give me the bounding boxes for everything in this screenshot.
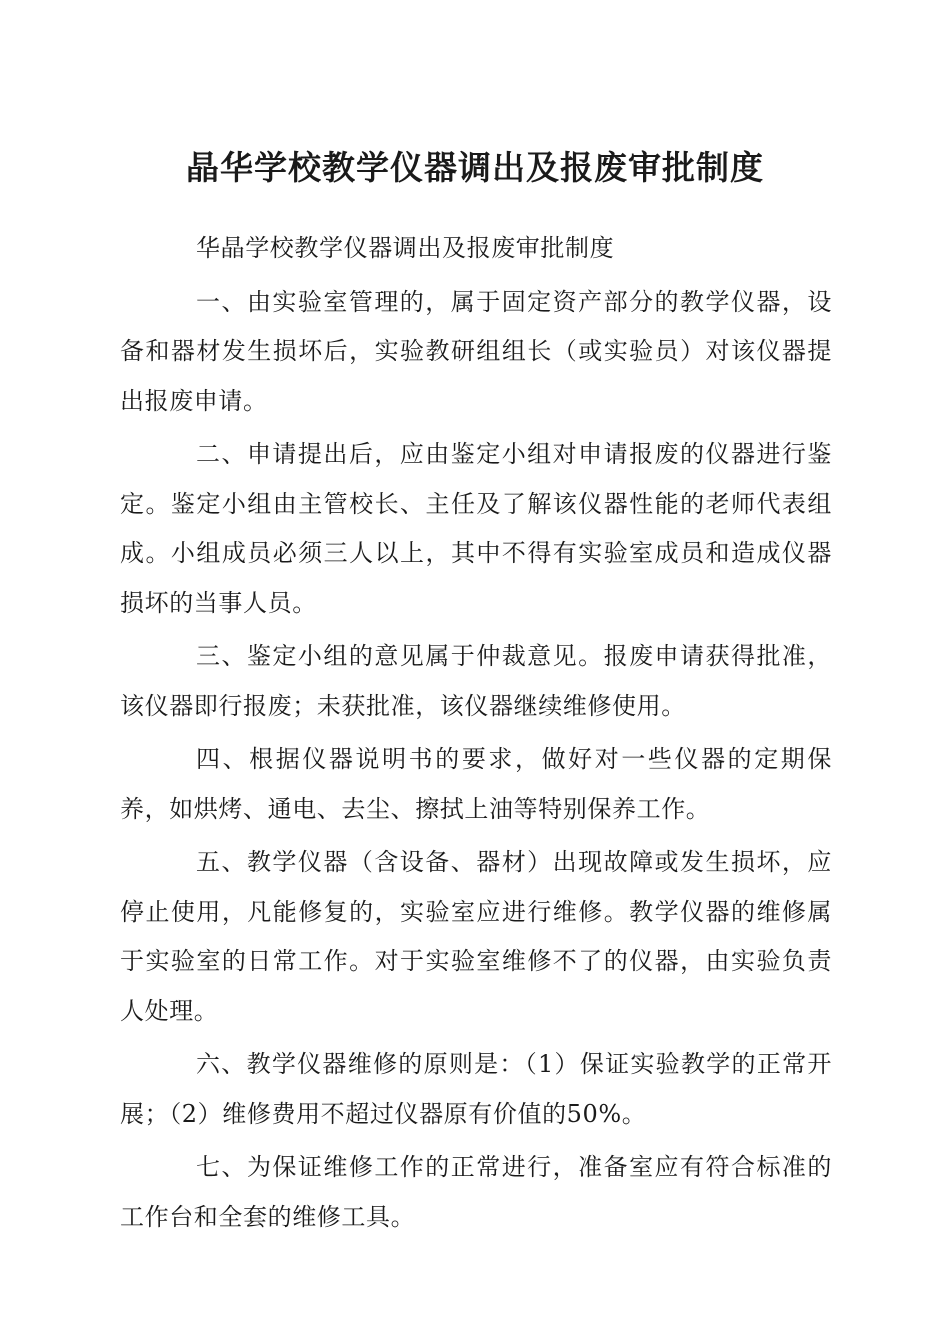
rule-paragraph-2: 二、申请提出后，应由鉴定小组对申请报废的仪器进行鉴定。鉴定小组由主管校长、主任及了解该仪器性能的老师代表组成。小组成员必须三人以上，其中不得有实验室成员和造成仪器损坏的当事人员。 [120,440,832,617]
rule-paragraph-1: 一、由实验室管理的，属于固定资产部分的教学仪器，设备和器材发生损坏后，实验教研组组长（或实验员）对该仪器提出报废申请。 [120,287,832,415]
rule-paragraph-4: 四、根据仪器说明书的要求，做好对一些仪器的定期保养，如烘烤、通电、去尘、擦拭上油等特别保养工作。 [120,745,832,823]
rule-paragraph-5: 五、教学仪器（含设备、器材）出现故障或发生损坏，应停止使用，凡能修复的，实验室应进行维修。教学仪器的维修属于实验室的日常工作。对于实验室维修不了的仪器，由实验负责人处理。 [120,848,832,1025]
subtitle-paragraph: 华晶学校教学仪器调出及报废审批制度 [196,234,615,262]
document-body [120,224,832,1246]
document-title: 晶华学校教学仪器调出及报废审批制度 [186,148,764,187]
rule-paragraph-7: 七、为保证维修工作的正常进行，准备室应有符合标准的工作台和全套的维修工具。 [120,1153,832,1231]
rule-paragraph-6: 六、教学仪器维修的原则是：（1）保证实验教学的正常开展；（2）维修费用不超过仪器原有价值的50%。 [120,1050,832,1128]
rule-paragraph-3: 三、鉴定小组的意见属于仲裁意见。报废申请获得批准，该仪器即行报废；未获批准，该仪器继续维修使用。 [120,642,832,720]
